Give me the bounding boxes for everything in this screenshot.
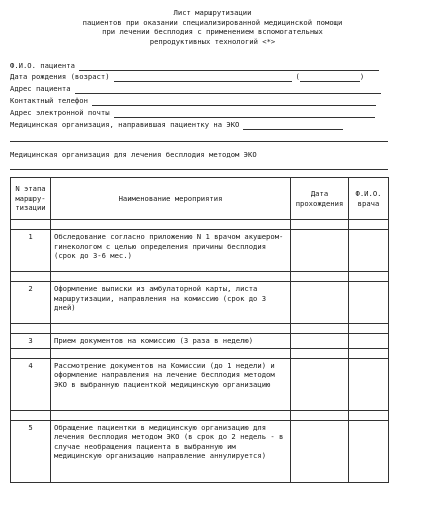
date-cell: [291, 420, 349, 482]
header-date: Дата прохождения: [291, 178, 349, 220]
referring-org-label: Медицинская организация, направившая пациентку на ЭКО: [10, 120, 240, 129]
doctor-cell: [349, 358, 389, 410]
stage-number: 1: [11, 230, 51, 272]
title-line-4: репродуктивных технологий <*>: [149, 36, 276, 46]
address-label: Адрес пациента: [10, 84, 71, 93]
table-row: [11, 230, 389, 272]
table-row: [11, 358, 389, 410]
title-line-1: Лист маршрутизации: [173, 8, 252, 17]
title-line-3: при лечении бесплодия с применением вспомогательных: [102, 27, 323, 37]
table-row: [11, 282, 389, 324]
birth-date-label: Дата рождения (возраст): [10, 72, 110, 81]
date-cell: [291, 282, 349, 324]
email-field: [10, 108, 375, 118]
table-row: [11, 420, 389, 482]
age-line: [300, 73, 360, 82]
activity-text: Прием документов на комиссию (3 раза в неделю): [51, 334, 291, 349]
address-field: [10, 84, 381, 94]
patient-name-field: [10, 61, 379, 71]
header-stage-number: N этапа маршру-тизации: [11, 178, 51, 220]
referring-org-line: [243, 121, 343, 130]
phone-line: [92, 97, 376, 106]
activity-text: Рассмотрение документов на Комиссии (до 1 недели) и оформление направления на лечение бесплодия методом ЭКО в выбранную пациенткой медицинскую организацию: [51, 358, 291, 410]
doctor-cell: [349, 230, 389, 272]
stage-number: 4: [11, 358, 51, 410]
referring-org-line-2: [10, 141, 388, 142]
phone-field: [10, 96, 376, 106]
header-activity-name: Наименование мероприятия: [51, 178, 291, 220]
table-header-row: [11, 178, 389, 220]
title-line-2: пациентов при оказании специализированной медицинской помощи: [82, 17, 343, 27]
treating-org-line: [10, 169, 388, 170]
stage-number: 3: [11, 334, 51, 349]
document-title: [0, 8, 425, 46]
birth-date-line: [114, 73, 292, 82]
patient-name-line: [79, 62, 379, 71]
email-line: [114, 109, 375, 118]
treating-org-label: Медицинская организация для лечения бесплодия методом ЭКО: [10, 150, 257, 159]
routing-table: [10, 177, 389, 483]
referring-org-field: [10, 120, 343, 130]
table-row: [11, 334, 389, 349]
doctor-cell: [349, 282, 389, 324]
date-cell: [291, 334, 349, 349]
date-cell: [291, 358, 349, 410]
birth-date-field: Дата рождения (возраст) ( ): [10, 72, 365, 81]
activity-text: Оформление выписки из амбулаторной карты, листа маршрутизации, направления на комиссию (срок до 3 дней): [51, 282, 291, 324]
email-label: Адрес электронной почты: [10, 108, 110, 117]
stage-number: 2: [11, 282, 51, 324]
activity-text: Обращение пациентки в медицинскую организацию для лечения бесплодия методом ЭКО (в срок до 2 недель - в случае необращения пациента в выбранную им медицинскую организацию направление аннулируется): [51, 420, 291, 482]
treating-org-field: [10, 150, 257, 160]
doctor-cell: [349, 334, 389, 349]
stage-number: 5: [11, 420, 51, 482]
patient-name-label: Ф.И.О. пациента: [10, 61, 75, 70]
header-doctor-name: Ф.И.О. врача: [349, 178, 389, 220]
address-line: [75, 85, 381, 94]
phone-label: Контактный телефон: [10, 96, 88, 105]
activity-text: Обследование согласно приложению N 1 врачом акушером-гинекологом с целью определения причины бесплодия (срок до 3-6 мес.): [51, 230, 291, 272]
date-cell: [291, 230, 349, 272]
doctor-cell: [349, 420, 389, 482]
